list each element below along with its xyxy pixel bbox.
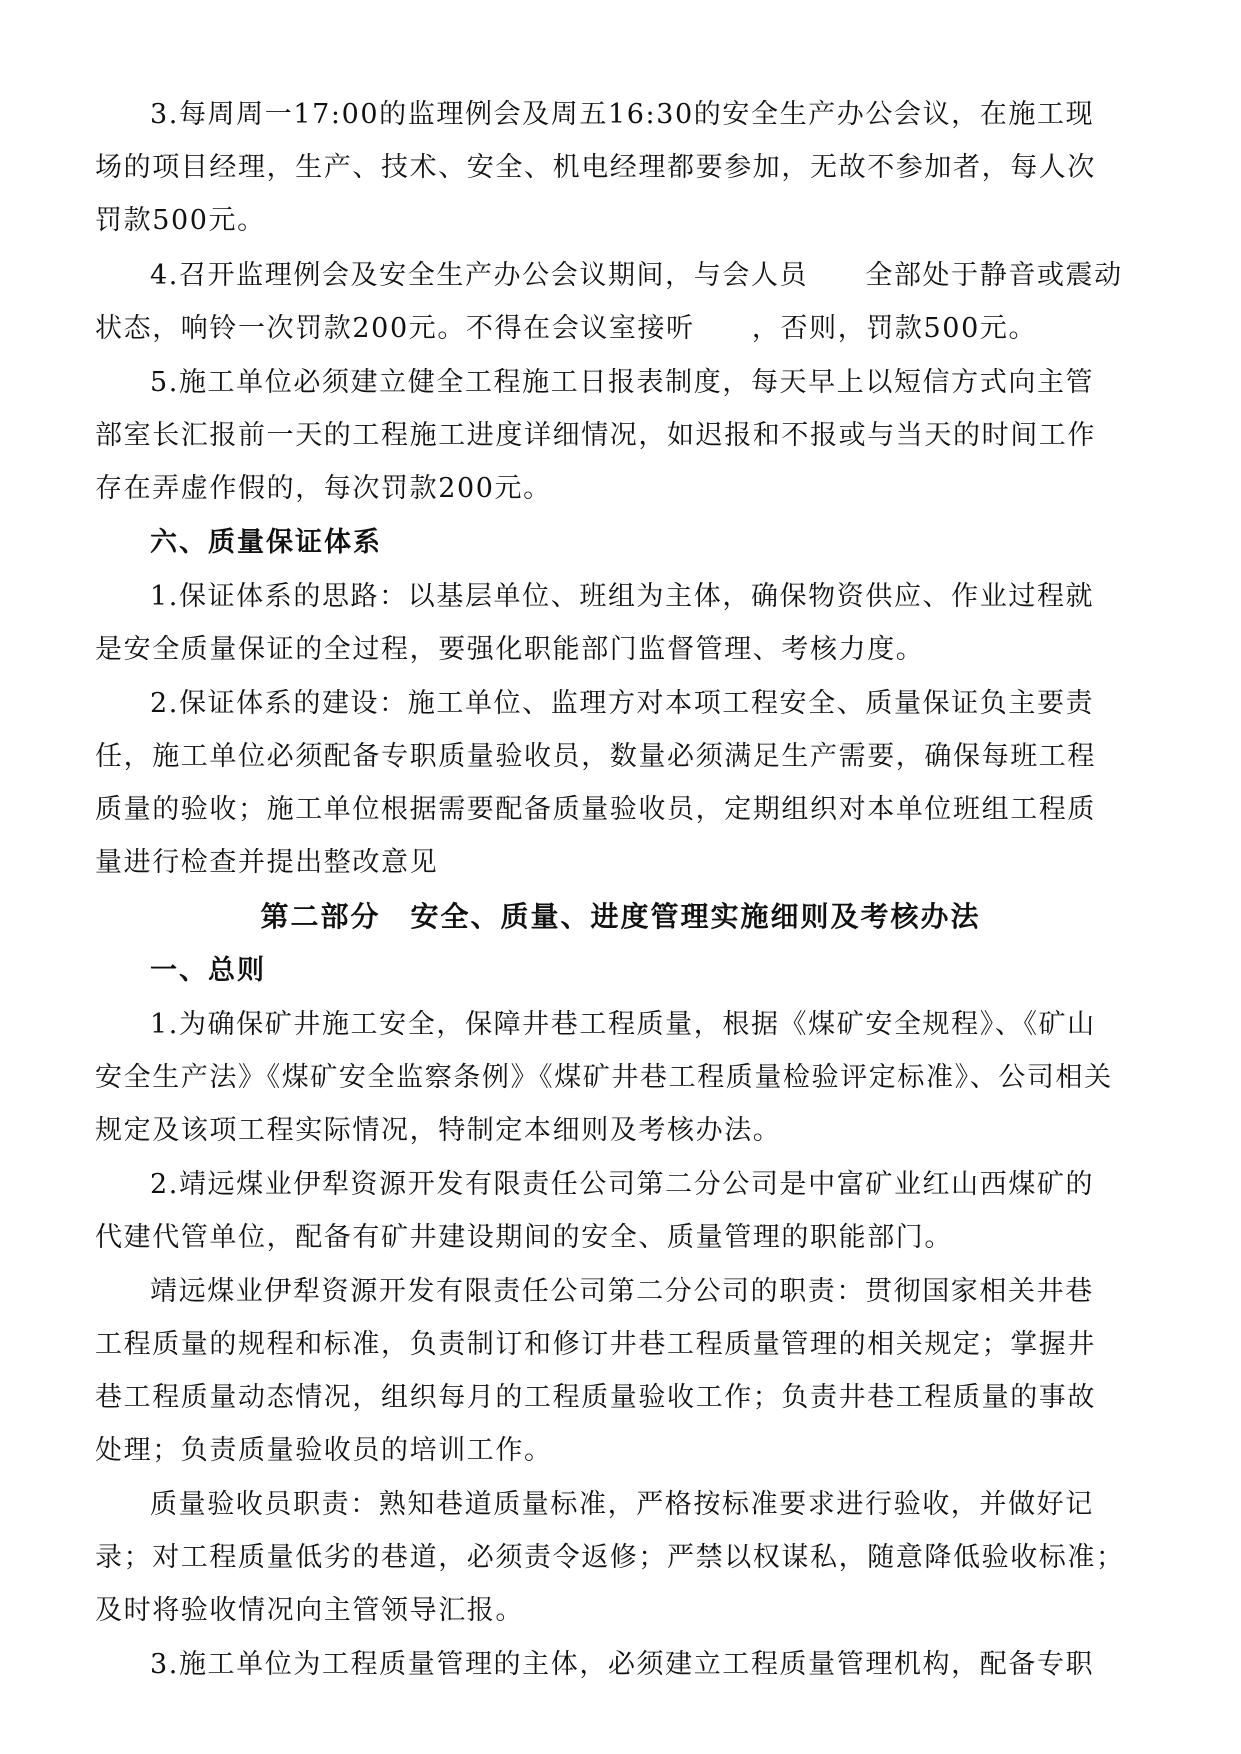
paragraph-line: 3.每周周一17:00的监理例会及周五16:30的安全生产办公会议，在施工现 <box>150 99 1095 130</box>
paragraph-line: 状态，响铃一次罚款200元。不得在会议室接听 ，否则，罚款500元。 <box>95 313 1038 344</box>
paragraph-line: 代建代管单位，配备有矿井建设期间的安全、质量管理的职能部门。 <box>95 1222 953 1253</box>
paragraph-line: 任，施工单位必须配备专职质量验收员，数量必须满足生产需要，确保每班工程 <box>95 741 1096 772</box>
paragraph-line: 规定及该项工程实际情况，特制定本细则及考核办法。 <box>95 1115 782 1146</box>
paragraph-line: 质量验收员职责：熟知巷道质量标准，严格按标准要求进行验收，并做好记 <box>150 1489 1094 1520</box>
paragraph-line: 靖远煤业伊犁资源开发有限责任公司第二分公司的职责：贯彻国家相关井巷 <box>150 1276 1094 1307</box>
paragraph-line: 安全生产法》《煤矿安全监察条例》《煤矿井巷工程质量检验评定标准》、公司相关 <box>95 1062 1113 1093</box>
paragraph-line: 2.靖远煤业伊犁资源开发有限责任公司第二分公司是中富矿业红山西煤矿的 <box>150 1169 1095 1200</box>
paragraph-line: 3.施工单位为工程质量管理的主体，必须建立工程质量管理机构，配备专职 <box>150 1649 1095 1680</box>
paragraph-line: 处理；负责质量验收员的培训工作。 <box>95 1435 553 1466</box>
paragraph-line: 场的项目经理，生产、技术、安全、机电经理都要参加，无故不参加者，每人次 <box>95 152 1096 183</box>
part-title: 第二部分 安全、质量、进度管理实施细则及考核办法 <box>260 900 981 933</box>
paragraph-line: 4.召开监理例会及安全生产办公会议期间，与会人员 全部处于静音或震动 <box>150 260 1123 291</box>
paragraph-line: 巷工程质量动态情况，组织每月的工程质量验收工作；负责井巷工程质量的事故 <box>95 1382 1096 1413</box>
paragraph-line: 量进行检查并提出整改意见 <box>95 847 439 878</box>
paragraph-line: 1.为确保矿井施工安全，保障井巷工程质量，根据《煤矿安全规程》、《矿山 <box>150 1009 1096 1040</box>
paragraph-line: 罚款500元。 <box>95 205 266 236</box>
paragraph-line: 及时将验收情况向主管领导汇报。 <box>95 1595 524 1626</box>
paragraph-line: 5.施工单位必须建立健全工程施工日报表制度，每天早上以短信方式向主管 <box>150 367 1095 398</box>
paragraph-line: 工程质量的规程和标准，负责制订和修订井巷工程质量管理的相关规定；掌握井 <box>95 1329 1096 1360</box>
paragraph-line: 是安全质量保证的全过程，要强化职能部门监督管理、考核力度。 <box>95 634 925 665</box>
paragraph-line: 录；对工程质量低劣的巷道，必须责令返修；严禁以权谋私，随意降低验收标准； <box>95 1542 1125 1573</box>
section-heading: 一、总则 <box>150 955 266 986</box>
paragraph-line: 质量的验收；施工单位根据需要配备质量验收员，定期组织对本单位班组工程质 <box>95 794 1096 825</box>
paragraph-line: 存在弄虚作假的，每次罚款200元。 <box>95 473 552 504</box>
paragraph-line: 部室长汇报前一天的工程施工进度详细情况，如迟报和不报或与当天的时间工作 <box>95 420 1096 451</box>
section-heading: 六、质量保证体系 <box>150 527 382 558</box>
paragraph-line: 2.保证体系的建设：施工单位、监理方对本项工程安全、质量保证负主要责 <box>150 688 1095 719</box>
paragraph-line: 1.保证体系的思路：以基层单位、班组为主体，确保物资供应、作业过程就 <box>150 581 1095 612</box>
